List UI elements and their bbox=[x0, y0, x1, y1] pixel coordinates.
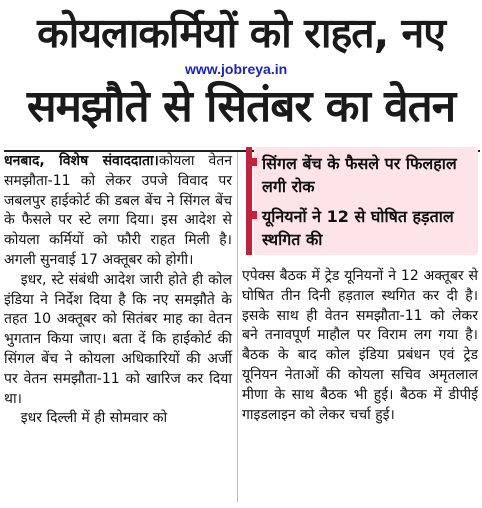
square-bullet-icon bbox=[249, 158, 257, 166]
highlight-item-1 bbox=[262, 152, 476, 198]
headline-line-2: समझौते से सितंबर का वेतन bbox=[26, 81, 456, 132]
article-paragraph-3: इधर दिल्ली में ही सोमवार को bbox=[20, 410, 168, 427]
headline-line-1: कोयलाकर्मियों को राहत, नए bbox=[37, 9, 445, 57]
highlight-item-2-text: यूनियनों ने 12 से घोषित हड़ताल स्थगित की bbox=[262, 207, 454, 249]
column-divider bbox=[237, 152, 238, 502]
article-paragraph-4: एपेक्स बैठक में ट्रेड यूनियनों ने 12 अक्तूबर से घोषित तीन दिनी हड़ताल स्थगित कर दी है। इसके साथ ही वेतन समझौता-11 को लेकर बने तनावपूर्ण माहौल पर विराम लग गया है। बैठक के बाद कोल इंडिया प्रबंधन एवं ट्रेड यूनियन नेताओं की कोयला सचिव अमृतलाल मीणा के साथ बैठक भी हुई। बैठक में डीपीई गाइडलाइन को लेकर चर्चा हुई। bbox=[242, 268, 478, 423]
article-paragraph-1-text: कोयला वेतन समझौता-11 को लेकर उपजे विवाद पर जबलपुर हाईकोर्ट की डबल बेंच ने सिंगल बेंच के फैसले पर स्टे लगा दिया। इस आदेश से कोयला कर्मियों को फौरी राहत मिली है। अगली सुनवाई 17 अक्तूबर को होगी। bbox=[4, 153, 232, 268]
highlight-item-1-text: सिंगल बेंच के फैसले पर फिलहाल लगी रोक bbox=[262, 154, 457, 196]
highlight-item-2 bbox=[262, 205, 476, 251]
article-left-column bbox=[4, 152, 232, 429]
byline: धनबाद, विशेष संवाददाता। bbox=[4, 153, 159, 169]
article-paragraph-2: इधर, स्टे संबंधी आदेश जारी होते ही कोल इंडिया ने निर्देश दिया है कि नए समझौते के तहत 10 अक्तूबर को सितंबर माह का वेतन भुगतान किया जाए। बता दें कि हाईकोर्ट की सिंगल बेंच ने कोयला अधिकारियों की अर्जी पर वेतन समझौता-11 को खारिज कर दिया था। bbox=[4, 271, 232, 407]
article-right-column bbox=[242, 267, 478, 425]
article-paragraph-1 bbox=[4, 152, 232, 271]
square-bullet-icon bbox=[249, 211, 257, 219]
watermark-link[interactable]: www.jobreya.in bbox=[185, 61, 288, 77]
